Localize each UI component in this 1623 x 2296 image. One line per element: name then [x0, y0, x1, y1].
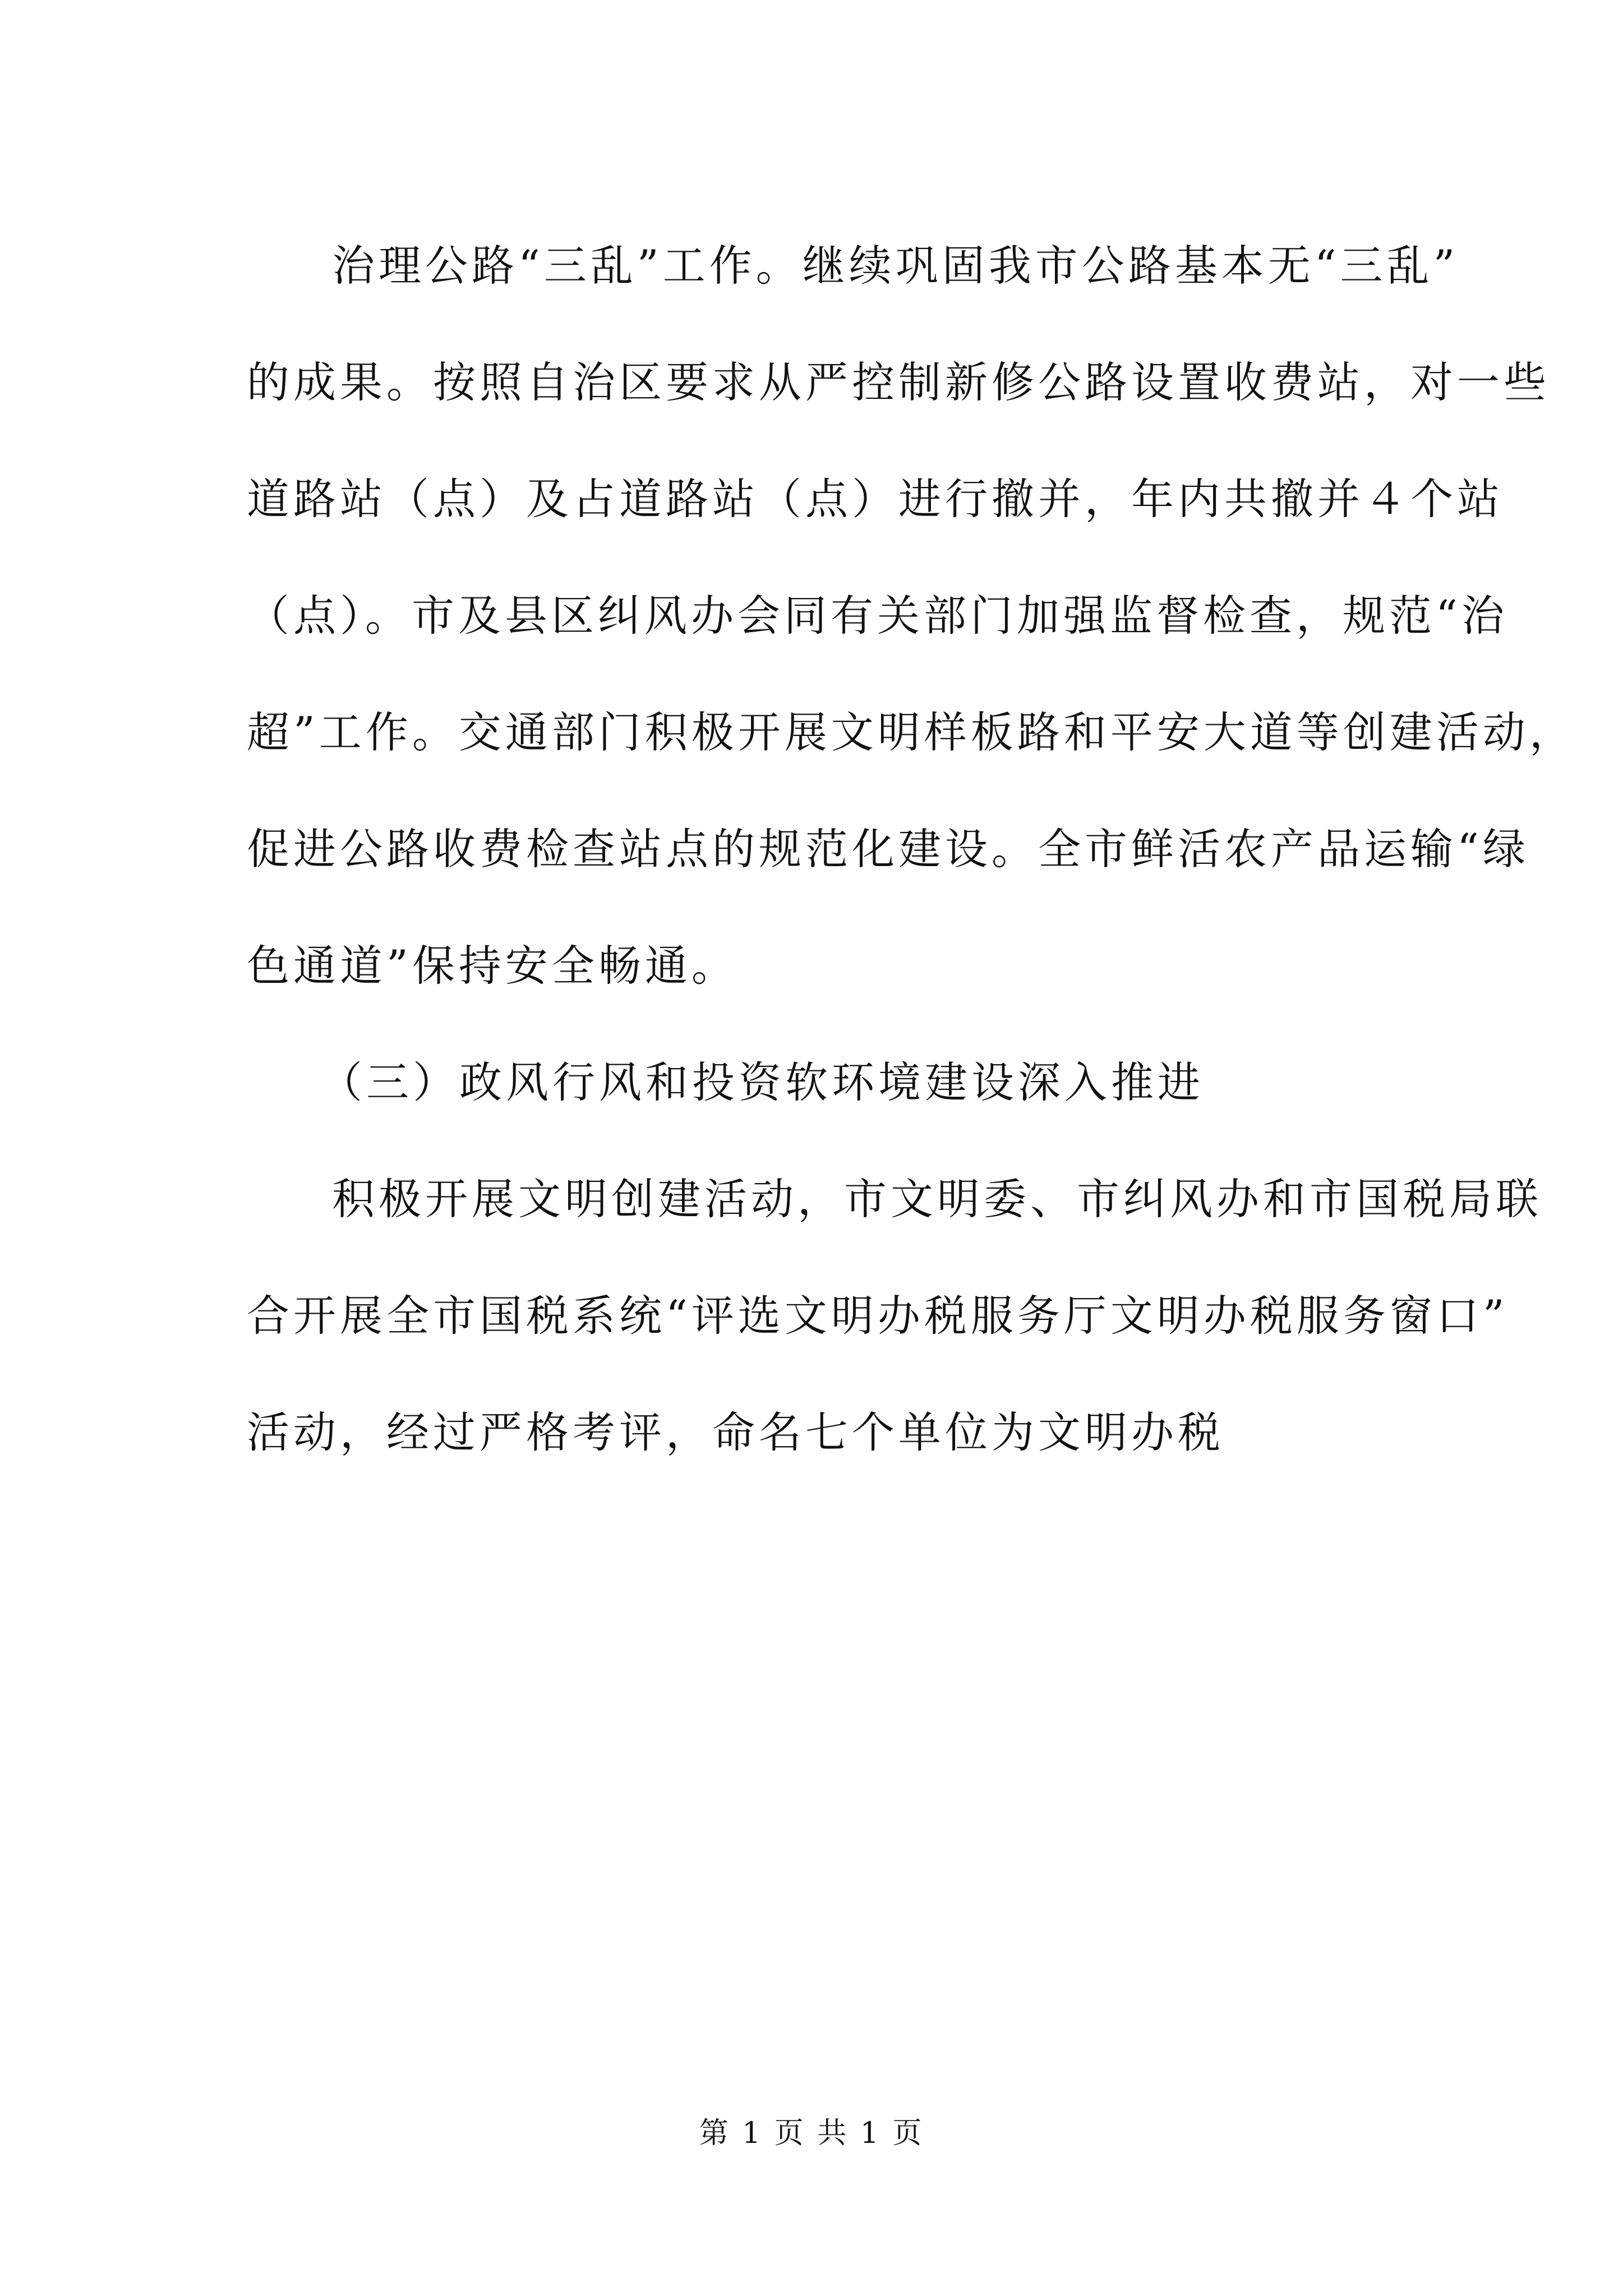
paragraph-line: 道路站（点）及占道路站（点）进行撤并，年内共撤并４个站 — [247, 474, 1504, 524]
page-footer: 第 1 页 共 1 页 — [699, 2116, 924, 2150]
section-heading: （三）政风行风和投资软环境建设深入推进 — [320, 1057, 1204, 1107]
paragraph-line: 合开展全市国税系统“评选文明办税服务厅文明办税服务窗口” — [247, 1291, 1509, 1341]
document-body — [247, 208, 1576, 1491]
paragraph-line: 色通道”保持安全畅通。 — [247, 941, 738, 991]
paragraph-line: 积极开展文明创建活动，市文明委、市纠风办和市国税局联 — [332, 1174, 1542, 1224]
paragraph-line: 的成果。按照自治区要求从严控制新修公路设置收费站，对一些 — [247, 357, 1550, 407]
paragraph-line: （点）。市及县区纠风办会同有关部门加强监督检查，规范“治 — [247, 591, 1508, 641]
paragraph-line: 超”工作。交通部门积极开展文明样板路和平安大道等创建活动， — [247, 707, 1576, 757]
paragraph-line: 促进公路收费检查站点的规范化建设。全市鲜活农产品运输“绿 — [247, 824, 1529, 874]
paragraph-line: 治理公路“三乱”工作。继续巩固我市公路基本无“三乱” — [332, 241, 1459, 291]
paragraph-line: 活动，经过严格考评，命名七个单位为文明办税 — [247, 1407, 1224, 1457]
